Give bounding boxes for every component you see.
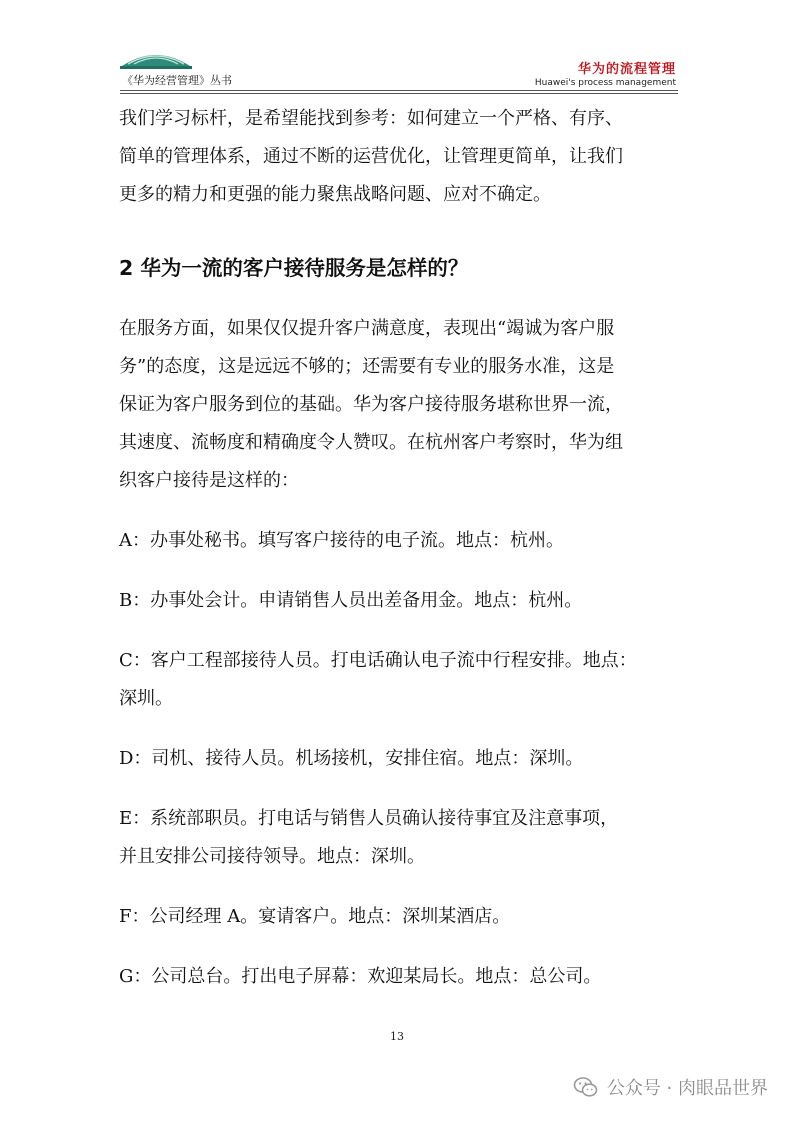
- list-item-e: [119, 800, 681, 876]
- text-line: 在服务方面，如果仅仅提升客户满意度，表现出“竭诚为客户服: [119, 318, 615, 339]
- text-line: 务”的态度，这是远远不够的；还需要有专业的服务水准，这是: [119, 356, 615, 377]
- text-line: G：公司总台。打出电子屏幕：欢迎某局长。地点：总公司。: [119, 966, 602, 987]
- watermark-text: 公众号 · 肉眼品世界: [606, 1078, 768, 1099]
- text-line: 更多的精力和更强的能力聚焦战略问题、应对不确定。: [119, 184, 551, 205]
- text-line: 织客户接待是这样的：: [119, 470, 299, 491]
- body-paragraph: [119, 310, 681, 500]
- text-line: C：客户工程部接待人员。打电话确认电子流中行程安排。地点：: [119, 650, 637, 671]
- text-line: A：办事处秘书。填写客户接待的电子流。地点：杭州。: [119, 530, 564, 551]
- series-title: 《华为经营管理》丛书: [122, 74, 232, 87]
- page-header: [120, 38, 678, 94]
- watermark: [573, 1074, 768, 1100]
- list-item-b: [119, 582, 681, 620]
- list-item-g: [119, 958, 681, 996]
- huawei-logo-icon: [120, 38, 192, 72]
- wechat-icon: [573, 1074, 599, 1100]
- page-number: 13: [390, 1030, 404, 1043]
- header-rule-secondary: [120, 93, 678, 94]
- list-item-f: [119, 898, 681, 936]
- text-line: 其速度、流畅度和精确度令人赞叹。在杭州客户考察时，华为组: [119, 432, 623, 453]
- page-content: [119, 100, 681, 996]
- brand-title-en: Huawei's process management: [534, 78, 676, 88]
- list-item-d: [119, 740, 681, 778]
- text-line: B：办事处会计。申请销售人员出差备用金。地点：杭州。: [119, 590, 583, 611]
- text-line: D：司机、接待人员。机场接机，安排住宿。地点：深圳。: [119, 748, 584, 769]
- brand-title-cn: 华为的流程管理: [577, 62, 676, 77]
- text-line: F：公司经理 A。宴请客户。地点：深圳某酒店。: [119, 906, 511, 927]
- text-line: E：系统部职员。打电话与销售人员确认接待事宜及注意事项，: [119, 808, 619, 829]
- list-item-a: [119, 522, 681, 560]
- brand-block: [535, 58, 676, 88]
- text-line: 深圳。: [119, 688, 173, 709]
- list-item-c: [119, 642, 681, 718]
- text-line: 并且安排公司接待领导。地点：深圳。: [119, 846, 425, 867]
- header-rule: [120, 90, 678, 91]
- text-line: 简单的管理体系，通过不断的运营优化，让管理更简单，让我们: [119, 146, 623, 167]
- text-line: 保证为客户服务到位的基础。华为客户接待服务堪称世界一流，: [119, 394, 623, 415]
- text-line: 我们学习标杆，是希望能找到参考：如何建立一个严格、有序、: [119, 108, 623, 129]
- intro-paragraph: [119, 100, 681, 214]
- section-heading: 2 华为一流的客户接待服务是怎样的？: [119, 256, 469, 280]
